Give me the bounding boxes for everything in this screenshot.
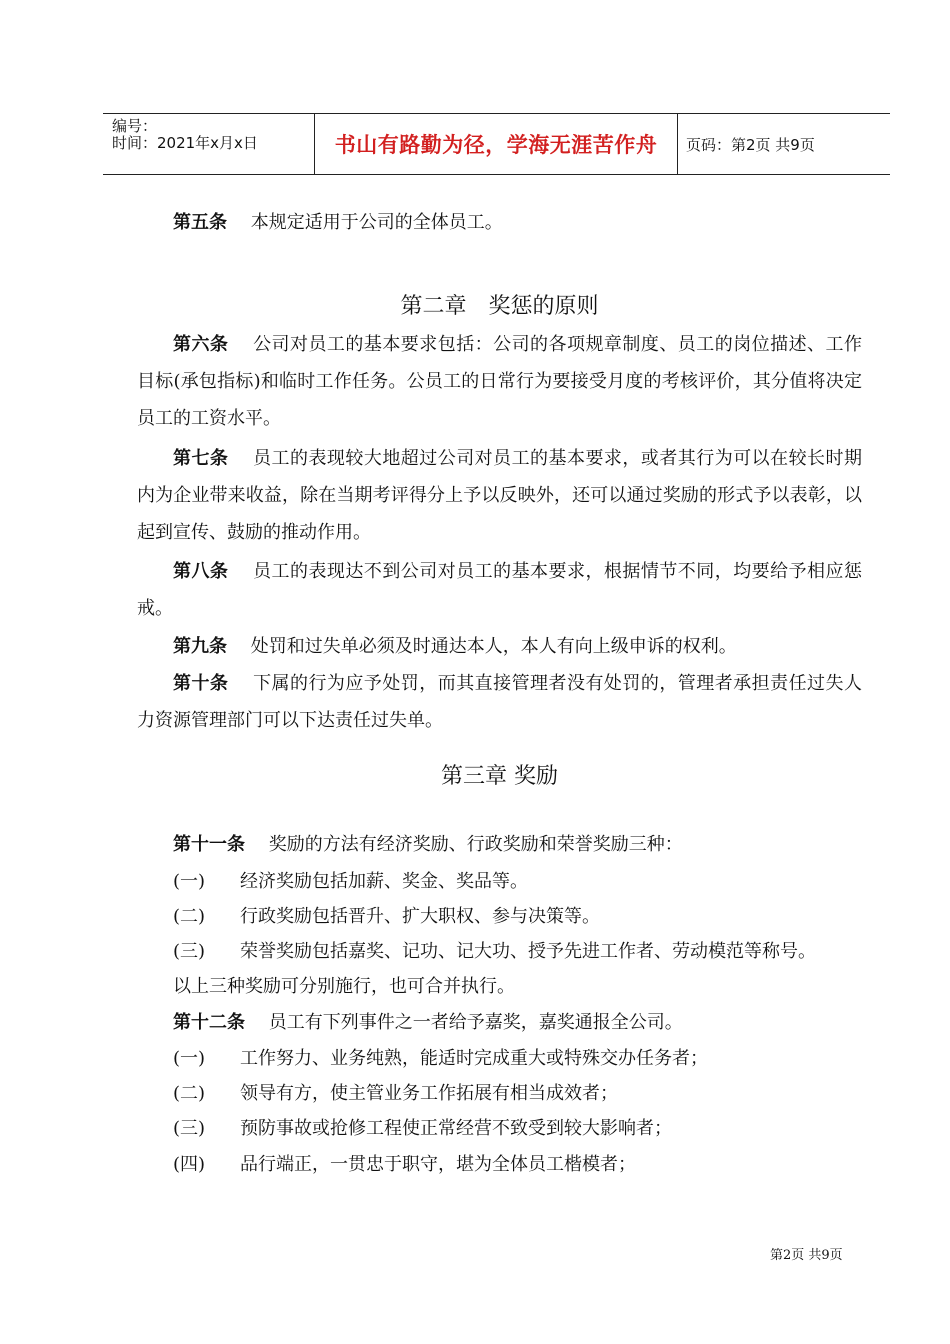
list-item-text: 荣誉奖励包括嘉奖、记功、记大功、授予先进工作者、劳动模范等称号。 bbox=[240, 941, 816, 962]
list-item-number: (一) bbox=[173, 871, 206, 892]
list-item-number: (二) bbox=[173, 1083, 206, 1104]
list-item-text: 行政奖励包括晋升、扩大职权、参与决策等。 bbox=[240, 906, 600, 927]
article-text: 本规定适用于公司的全体员工。 bbox=[250, 212, 503, 233]
article-label: 第十一条 bbox=[173, 834, 245, 855]
list-item-number: (四) bbox=[173, 1154, 206, 1175]
list-item-number: (一) bbox=[173, 1048, 206, 1069]
article-text: 公司对员工的基本要求包括：公司的各项规章制度、员工的岗位描述、工作目标(承包指标)和临时工作任务。公员工的日常行为要接受月度的考核评价，其分值将决定员工的工资水平。 bbox=[137, 334, 862, 429]
article-8 bbox=[137, 553, 862, 627]
article-label: 第十二条 bbox=[173, 1012, 245, 1033]
article-label: 第八条 bbox=[173, 561, 229, 582]
article-6 bbox=[137, 326, 862, 437]
list-item-text: 领导有方，使主管业务工作拓展有相当成效者； bbox=[240, 1083, 618, 1104]
article-9 bbox=[137, 628, 862, 665]
article-text: 处罚和过失单必须及时通达本人，本人有向上级申诉的权利。 bbox=[250, 636, 737, 657]
article-5 bbox=[137, 204, 862, 241]
list-item-text: 经济奖励包括加薪、奖金、奖品等。 bbox=[240, 871, 528, 892]
list-item bbox=[173, 933, 816, 970]
article-label: 第九条 bbox=[173, 636, 227, 657]
article-text: 员工的表现达不到公司对员工的基本要求，根据情节不同，均要给予相应惩戒。 bbox=[137, 561, 862, 619]
header-meta bbox=[103, 114, 315, 174]
doc-time: 时间：2021年x月x日 bbox=[112, 134, 258, 152]
list-item-text: 品行端正，一贯忠于职守，堪为全体员工楷模者； bbox=[240, 1154, 636, 1175]
list-item bbox=[173, 1110, 672, 1147]
header-page-info: 页码：第2页 共9页 bbox=[686, 135, 815, 154]
document-header bbox=[103, 113, 890, 175]
article-11 bbox=[137, 826, 862, 863]
list-item-number: (二) bbox=[173, 906, 206, 927]
list-item bbox=[173, 1075, 618, 1112]
article-label: 第六条 bbox=[173, 334, 229, 355]
article-text: 员工有下列事件之一者给予嘉奖，嘉奖通报全公司。 bbox=[268, 1012, 683, 1033]
article-text: 下属的行为应予处罚，而其直接管理者没有处罚的，管理者承担责任过失人力资源管理部门可以下达责任过失单。 bbox=[137, 673, 862, 731]
list-item-number: (三) bbox=[173, 941, 206, 962]
article-text: 员工的表现较大地超过公司对员工的基本要求，或者其行为可以在较长时期内为企业带来收益，除在当期考评得分上予以反映外，还可以通过奖励的形式予以表彰，以起到宣传、鼓励的推动作用。 bbox=[137, 448, 862, 543]
article-label: 第五条 bbox=[173, 212, 227, 233]
chapter-3-title: 第三章 奖励 bbox=[441, 764, 558, 789]
header-motto: 书山有路勤为径，学海无涯苦作舟 bbox=[315, 114, 678, 174]
doc-number: 编号： bbox=[112, 117, 158, 135]
article-label: 第七条 bbox=[173, 448, 229, 469]
list-item-text: 预防事故或抢修工程使正常经营不致受到较大影响者； bbox=[240, 1118, 672, 1139]
list-item-number: (三) bbox=[173, 1118, 206, 1139]
list-item-text: 工作努力、业务纯熟，能适时完成重大或特殊交办任务者； bbox=[240, 1048, 708, 1069]
article-12 bbox=[137, 1004, 862, 1041]
page-footer: 第2页 共9页 bbox=[770, 1248, 843, 1263]
article-label: 第十条 bbox=[173, 673, 229, 694]
article-note: 以上三种奖励可分别施行，也可合并执行。 bbox=[173, 976, 515, 997]
article-7 bbox=[137, 440, 862, 551]
list-item bbox=[173, 1146, 636, 1183]
article-10 bbox=[137, 665, 862, 739]
list-item bbox=[173, 1040, 708, 1077]
list-item bbox=[173, 898, 600, 935]
list-item bbox=[173, 863, 528, 900]
chapter-2-title: 第二章 奖惩的原则 bbox=[400, 294, 599, 319]
article-text: 奖励的方法有经济奖励、行政奖励和荣誉奖励三种： bbox=[268, 834, 683, 855]
